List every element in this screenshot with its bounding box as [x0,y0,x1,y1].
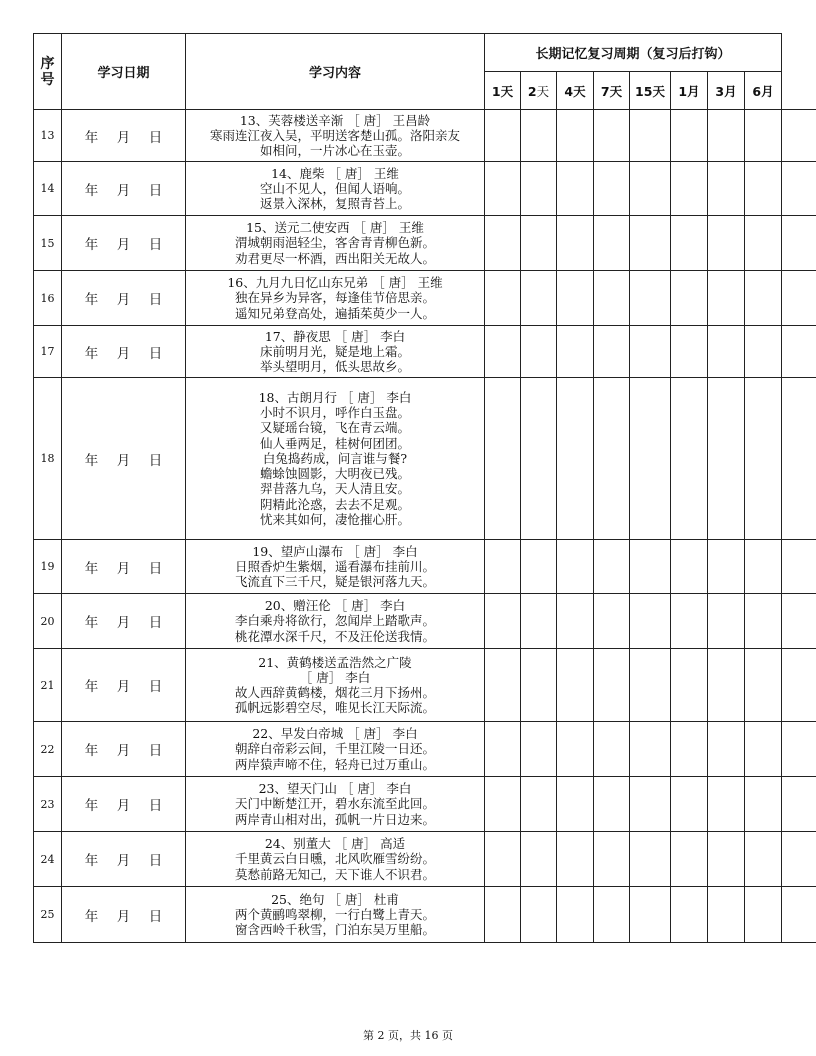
review-checkbox-1[interactable] [485,777,521,832]
date-unit-day: 日 [148,798,163,814]
review-checkbox-8[interactable] [745,594,782,649]
date-unit-day: 日 [148,743,163,759]
page-footer: 第 2 页，共 16 页 [363,1029,453,1042]
row-number: 14 [34,162,62,216]
row-number: 20 [34,594,62,649]
date-unit-month: 月 [116,560,131,577]
review-checkbox-7[interactable] [708,326,745,378]
header-extra-cell [782,34,816,110]
poem-line: 窗含西岭千秋雪，门泊东吴万里船。 [234,922,435,938]
review-checkbox-5[interactable] [630,271,671,326]
review-checkbox-6[interactable] [671,378,708,540]
review-checkbox-8[interactable] [745,540,782,594]
review-checkbox-8[interactable] [745,777,782,832]
review-checkbox-6[interactable] [671,162,708,216]
study-content [186,777,485,832]
row-number: 19 [34,540,62,594]
review-checkbox-6[interactable] [671,110,708,162]
date-unit-year: 年 [84,908,99,925]
study-content [186,649,485,722]
review-checkbox-1[interactable] [485,216,521,271]
date-unit-day: 日 [148,908,163,925]
review-checkbox-6[interactable] [671,832,708,887]
date-unit-day: 日 [148,853,163,869]
study-content [186,540,485,594]
extra-cell [782,832,816,887]
poem-line: ［ 唐］ 李白 [299,669,371,685]
review-checkbox-3[interactable] [557,326,594,378]
study-date-field[interactable] [62,649,186,722]
review-checkbox-3[interactable] [557,777,594,832]
review-checkbox-3[interactable] [557,110,594,162]
date-unit-year: 年 [84,129,99,146]
poem-line: 天门中断楚江开，碧水东流至此回。 [234,796,435,812]
date-unit-year: 年 [84,853,99,869]
date-unit-day: 日 [148,129,163,146]
poem-line: 忧来其如何，凄怆摧心肝。 [259,511,410,527]
extra-cell [782,378,816,540]
review-checkbox-5[interactable] [630,832,671,887]
review-checkbox-4[interactable] [594,777,630,832]
review-checkbox-4[interactable] [594,110,630,162]
poem-line: 小时不识月，呼作白玉盘。 [259,405,410,421]
review-checkbox-3[interactable] [557,216,594,271]
study-date-field[interactable] [62,378,186,540]
review-checkbox-6[interactable] [671,594,708,649]
date-unit-month: 月 [116,182,131,199]
date-unit-day: 日 [148,679,163,695]
extra-cell [782,326,816,378]
review-checkbox-8[interactable] [745,110,782,162]
review-checkbox-5[interactable] [630,162,671,216]
table-row [34,832,816,887]
review-checkbox-6[interactable] [671,777,708,832]
review-checkbox-1[interactable] [485,378,521,540]
review-checkbox-2[interactable] [521,594,557,649]
row-number: 15 [34,216,62,271]
poem-title: 17、静夜思 ［ 唐］ 李白 [264,328,406,344]
date-unit-year: 年 [84,615,99,631]
date-unit-month: 月 [116,798,131,814]
study-content [186,887,485,943]
study-content [186,594,485,649]
table-row [34,326,816,378]
date-unit-day: 日 [148,237,163,253]
review-checkbox-2[interactable] [521,326,557,378]
table-row [34,594,816,649]
header-interval-4: 7天 [594,72,630,110]
review-checkbox-8[interactable] [745,649,782,722]
review-checkbox-7[interactable] [708,271,745,326]
date-unit-month: 月 [116,292,131,308]
study-date-field[interactable] [62,594,186,649]
review-checkbox-6[interactable] [671,649,708,722]
review-checkbox-1[interactable] [485,540,521,594]
poem-line: 李白乘舟将欲行，忽闻岸上踏歌声。 [234,613,435,629]
study-content [186,162,485,216]
review-checkbox-3[interactable] [557,162,594,216]
review-checkbox-6[interactable] [671,216,708,271]
review-checkbox-6[interactable] [671,887,708,943]
review-checkbox-2[interactable] [521,162,557,216]
extra-cell [782,216,816,271]
poem-title: 22、早发白帝城 ［ 唐］ 李白 [252,726,418,742]
study-date-field[interactable] [62,777,186,832]
date-unit-month: 月 [116,615,131,631]
poem-line: 独在异乡为异客，每逢佳节倍思亲。 [234,290,435,306]
review-checkbox-2[interactable] [521,722,557,777]
review-checkbox-5[interactable] [630,887,671,943]
extra-cell [782,887,816,943]
review-checkbox-1[interactable] [485,162,521,216]
review-checkbox-2[interactable] [521,832,557,887]
date-unit-year: 年 [84,743,99,759]
table-row [34,378,816,540]
review-checkbox-1[interactable] [485,832,521,887]
review-checkbox-5[interactable] [630,326,671,378]
review-checkbox-4[interactable] [594,216,630,271]
row-number: 16 [34,271,62,326]
poem-line: 两个黄鹂鸣翠柳，一行白鹭上青天。 [234,906,435,922]
review-checkbox-4[interactable] [594,162,630,216]
table-row [34,649,816,722]
date-unit-year: 年 [84,237,99,253]
date-unit-year: 年 [84,292,99,308]
extra-cell [782,540,816,594]
review-checkbox-4[interactable] [594,378,630,540]
review-checkbox-3[interactable] [557,649,594,722]
review-checkbox-8[interactable] [745,722,782,777]
poem-line: 莫愁前路无知己，天下谁人不识君。 [234,866,435,882]
review-checkbox-4[interactable] [594,649,630,722]
poem-line: 返景入深林，复照青苔上。 [259,196,410,212]
review-checkbox-1[interactable] [485,110,521,162]
review-checkbox-5[interactable] [630,722,671,777]
study-date-field[interactable] [62,162,186,216]
header-interval-3: 4天 [557,72,594,110]
extra-cell [782,110,816,162]
date-unit-month: 月 [116,679,131,695]
review-checkbox-8[interactable] [745,832,782,887]
row-number: 24 [34,832,62,887]
poem-line: 床前明月光，疑是地上霜。 [259,343,410,359]
poem-title: 25、绝句 ［ 唐］ 杜甫 [271,891,399,907]
poem-title: 18、古朗月行 ［ 唐］ 李白 [258,390,412,406]
review-checkbox-5[interactable] [630,378,671,540]
poem-line: 两岸猿声啼不住，轻舟已过万重山。 [234,756,435,772]
row-number: 21 [34,649,62,722]
review-checkbox-4[interactable] [594,722,630,777]
review-checkbox-1[interactable] [485,271,521,326]
poem-title: 24、别董大 ［ 唐］ 高适 [264,836,406,852]
study-date-field[interactable] [62,271,186,326]
study-content [186,722,485,777]
date-unit-day: 日 [148,292,163,308]
date-unit-day: 日 [148,452,163,469]
row-number: 18 [34,378,62,540]
row-number: 17 [34,326,62,378]
poem-line: 渭城朝雨浥轻尘，客舍青青柳色新。 [234,235,435,251]
review-checkbox-8[interactable] [745,326,782,378]
review-checkbox-4[interactable] [594,540,630,594]
review-checkbox-2[interactable] [521,649,557,722]
date-unit-month: 月 [116,743,131,759]
table-row [34,540,816,594]
date-unit-year: 年 [84,798,99,814]
review-checkbox-3[interactable] [557,887,594,943]
review-checkbox-6[interactable] [671,271,708,326]
study-date-field[interactable] [62,540,186,594]
study-date-field[interactable] [62,832,186,887]
date-unit-month: 月 [116,345,131,362]
header-date: 学习日期 [62,34,186,110]
review-checkbox-8[interactable] [745,162,782,216]
poem-line: 羿昔落九乌，天人清且安。 [259,481,410,497]
review-checkbox-7[interactable] [708,777,745,832]
review-checkbox-7[interactable] [708,540,745,594]
poem-line: 阴精此沦惑，去去不足观。 [259,496,410,512]
review-checkbox-8[interactable] [745,887,782,943]
date-unit-day: 日 [148,182,163,199]
poem-line: 如相问，一片冰心在玉壶。 [259,143,410,159]
study-date-field[interactable] [62,216,186,271]
date-unit-month: 月 [116,853,131,869]
poem-line: 故人西辞黄鹤楼，烟花三月下扬州。 [234,685,435,700]
table-row [34,722,816,777]
date-unit-year: 年 [84,679,99,695]
study-date-field[interactable] [62,722,186,777]
poem-line: 遥知兄弟登高处，遍插茱萸少一人。 [234,305,435,321]
review-checkbox-8[interactable] [745,216,782,271]
study-content [186,326,485,378]
extra-cell [782,649,816,722]
row-number: 23 [34,777,62,832]
review-checkbox-7[interactable] [708,378,745,540]
review-checkbox-6[interactable] [671,326,708,378]
poem-line: 千里黄云白日曛，北风吹雁雪纷纷。 [234,851,435,867]
extra-cell [782,271,816,326]
poem-title: 14、鹿柴 ［ 唐］ 王维 [271,165,399,181]
poem-title: 23、望天门山 ［ 唐］ 李白 [258,781,412,797]
review-checkbox-2[interactable] [521,378,557,540]
review-checkbox-3[interactable] [557,271,594,326]
review-checkbox-8[interactable] [745,378,782,540]
date-unit-year: 年 [84,182,99,199]
poem-line: 两岸青山相对出，孤帆一片日边来。 [234,811,435,827]
review-checkbox-2[interactable] [521,540,557,594]
review-checkbox-3[interactable] [557,594,594,649]
review-checkbox-3[interactable] [557,832,594,887]
review-checkbox-2[interactable] [521,887,557,943]
review-checkbox-4[interactable] [594,887,630,943]
review-checkbox-3[interactable] [557,722,594,777]
review-checkbox-5[interactable] [630,540,671,594]
study-content [186,110,485,162]
poem-line: 日照香炉生紫烟，遥看瀑布挂前川。 [234,558,435,574]
table-row [34,887,816,943]
review-checkbox-7[interactable] [708,832,745,887]
review-checkbox-3[interactable] [557,378,594,540]
poem-line: 仙人垂两足，桂树何团团。 [259,435,410,451]
study-content [186,832,485,887]
poem-line: 朝辞白帝彩云间，千里江陵一日还。 [234,741,435,757]
header-interval-6: 1月 [671,72,708,110]
study-date-field[interactable] [62,887,186,943]
table-row [34,216,816,271]
review-checkbox-7[interactable] [708,162,745,216]
table-row [34,110,816,162]
review-checkbox-3[interactable] [557,540,594,594]
review-checkbox-5[interactable] [630,777,671,832]
review-checkbox-7[interactable] [708,216,745,271]
study-content [186,378,485,540]
poem-line: 飞流直下三千尺，疑是银河落九天。 [234,574,435,590]
poem-title: 19、望庐山瀑布 ［ 唐］ 李白 [252,543,418,559]
review-checkbox-6[interactable] [671,722,708,777]
header-interval-2: 2天 [521,72,557,110]
poem-title: 16、九月九日忆山东兄弟 ［ 唐］ 王维 [227,275,443,291]
table-row [34,162,816,216]
table-row [34,777,816,832]
date-unit-year: 年 [84,345,99,362]
extra-cell [782,594,816,649]
review-table [33,33,816,943]
poem-title: 20、赠汪伦 ［ 唐］ 李白 [264,598,406,614]
header-content: 学习内容 [186,34,485,110]
review-checkbox-1[interactable] [485,326,521,378]
date-unit-month: 月 [116,237,131,253]
poem-line: 寒雨连江夜入吴，平明送客楚山孤。洛阳亲友 [209,127,460,143]
extra-cell [782,162,816,216]
review-checkbox-7[interactable] [708,110,745,162]
review-checkbox-2[interactable] [521,777,557,832]
row-number: 25 [34,887,62,943]
header-review-period: 长期记忆复习周期（复习后打钩） [485,34,782,72]
review-checkbox-4[interactable] [594,271,630,326]
header-interval-1: 1天 [485,72,521,110]
date-unit-day: 日 [148,615,163,631]
review-checkbox-5[interactable] [630,110,671,162]
review-checkbox-5[interactable] [630,594,671,649]
header-interval-7: 3月 [708,72,745,110]
review-checkbox-4[interactable] [594,594,630,649]
study-date-field[interactable] [62,110,186,162]
header-seq: 序 号 [34,34,62,110]
header-interval-8: 6月 [745,72,782,110]
date-unit-month: 月 [116,129,131,146]
study-date-field[interactable] [62,326,186,378]
review-checkbox-7[interactable] [708,722,745,777]
review-checkbox-1[interactable] [485,887,521,943]
date-unit-month: 月 [116,908,131,925]
poem-title: 13、芙蓉楼送辛渐 ［ 唐］ 王昌龄 [239,112,431,128]
review-checkbox-7[interactable] [708,594,745,649]
date-unit-month: 月 [116,452,131,469]
review-checkbox-1[interactable] [485,722,521,777]
poem-line: 白兔捣药成，问言谁与餐? [262,450,408,466]
review-checkbox-5[interactable] [630,216,671,271]
extra-cell [782,777,816,832]
review-checkbox-7[interactable] [708,887,745,943]
date-unit-year: 年 [84,452,99,469]
review-checkbox-7[interactable] [708,649,745,722]
header-interval-5: 15天 [630,72,671,110]
poem-title: 21、黄鹤楼送孟浩然之广陵 [258,654,412,670]
date-unit-day: 日 [148,345,163,362]
poem-line: 又疑瑶台镜，飞在青云端。 [259,420,410,436]
extra-cell [782,722,816,777]
review-checkbox-1[interactable] [485,649,521,722]
study-content [186,216,485,271]
review-checkbox-4[interactable] [594,326,630,378]
review-checkbox-1[interactable] [485,594,521,649]
review-checkbox-8[interactable] [745,271,782,326]
row-number: 13 [34,110,62,162]
poem-title: 15、送元二使安西 ［ 唐］ 王维 [246,220,424,236]
poem-line: 蟾蜍蚀圆影，大明夜已残。 [259,466,410,482]
study-content [186,271,485,326]
review-checkbox-2[interactable] [521,110,557,162]
poem-line: 劝君更尽一杯酒，西出阳关无故人。 [234,250,435,266]
poem-line: 举头望明月，低头思故乡。 [259,359,410,375]
table-row [34,271,816,326]
review-checkbox-5[interactable] [630,649,671,722]
poem-line: 空山不见人，但闻人语响。 [259,180,410,196]
review-checkbox-2[interactable] [521,216,557,271]
date-unit-day: 日 [148,560,163,577]
date-unit-year: 年 [84,560,99,577]
review-checkbox-6[interactable] [671,540,708,594]
row-number: 22 [34,722,62,777]
poem-line: 孤帆远影碧空尽，唯见长江天际流。 [234,700,435,716]
review-checkbox-2[interactable] [521,271,557,326]
poem-line: 桃花潭水深千尺，不及汪伦送我情。 [234,628,435,644]
review-checkbox-4[interactable] [594,832,630,887]
